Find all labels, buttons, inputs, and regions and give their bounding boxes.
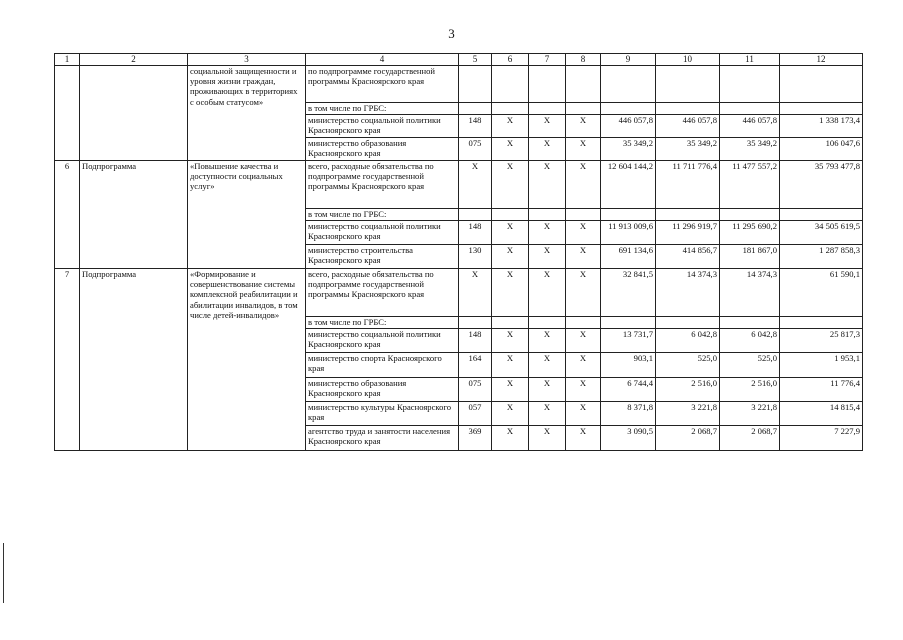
grbs-code-cell xyxy=(459,66,492,103)
amount-cell xyxy=(656,103,720,115)
header-cell: 11 xyxy=(720,54,780,66)
code-cell xyxy=(492,103,529,115)
grbs-code-cell: 164 xyxy=(459,353,492,378)
code-cell xyxy=(492,66,529,103)
amount-cell xyxy=(720,209,780,221)
description-cell: в том числе по ГРБС: xyxy=(306,103,459,115)
code-cell: X xyxy=(492,329,529,353)
code-cell xyxy=(566,103,601,115)
grbs-code-cell: 075 xyxy=(459,138,492,161)
description-cell: в том числе по ГРБС: xyxy=(306,317,459,329)
budget-table xyxy=(54,53,863,451)
program-name-cell: социальной защищенности и уровня жизни граждан, проживающих в территориях с особым статусом» xyxy=(188,66,306,161)
amount-cell xyxy=(720,66,780,103)
program-type-cell: Подпрограмма xyxy=(80,161,188,269)
grbs-code-cell: 057 xyxy=(459,402,492,426)
amount-cell: 525,0 xyxy=(720,353,780,378)
description-cell: министерство социальной политики Красноярского края xyxy=(306,115,459,138)
code-cell xyxy=(529,66,566,103)
amount-cell: 11 913 009,6 xyxy=(601,221,656,245)
description-cell: министерство образования Красноярского края xyxy=(306,138,459,161)
header-cell: 12 xyxy=(780,54,863,66)
code-cell: X xyxy=(566,161,601,209)
amount-cell: 11 295 690,2 xyxy=(720,221,780,245)
code-cell: X xyxy=(529,329,566,353)
amount-cell: 903,1 xyxy=(601,353,656,378)
amount-cell: 2 068,7 xyxy=(720,426,780,451)
total-amount-cell: 11 776,4 xyxy=(780,378,863,402)
amount-cell: 446 057,8 xyxy=(601,115,656,138)
code-cell: X xyxy=(492,402,529,426)
header-cell: 10 xyxy=(656,54,720,66)
row-number-cell: 6 xyxy=(55,161,80,269)
row-number-cell xyxy=(55,66,80,161)
description-cell: по подпрограмме государственной программы Красноярского края xyxy=(306,66,459,103)
grbs-code-cell: 148 xyxy=(459,329,492,353)
amount-cell: 6 744,4 xyxy=(601,378,656,402)
code-cell: X xyxy=(492,353,529,378)
amount-cell: 414 856,7 xyxy=(656,245,720,269)
amount-cell xyxy=(656,209,720,221)
grbs-code-cell xyxy=(459,317,492,329)
amount-cell: 35 349,2 xyxy=(656,138,720,161)
page-number: 3 xyxy=(448,26,455,41)
table-row xyxy=(55,269,863,317)
amount-cell: 35 349,2 xyxy=(720,138,780,161)
amount-cell: 181 867,0 xyxy=(720,245,780,269)
code-cell: X xyxy=(529,245,566,269)
code-cell: X xyxy=(529,402,566,426)
total-amount-cell: 7 227,9 xyxy=(780,426,863,451)
code-cell: X xyxy=(529,115,566,138)
margin-rule xyxy=(3,543,4,603)
total-amount-cell xyxy=(780,66,863,103)
amount-cell xyxy=(601,209,656,221)
header-cell: 7 xyxy=(529,54,566,66)
code-cell: X xyxy=(566,402,601,426)
amount-cell: 11 477 557,2 xyxy=(720,161,780,209)
total-amount-cell: 34 505 619,5 xyxy=(780,221,863,245)
code-cell xyxy=(566,209,601,221)
code-cell: X xyxy=(529,161,566,209)
code-cell xyxy=(492,317,529,329)
grbs-code-cell xyxy=(459,209,492,221)
code-cell xyxy=(529,317,566,329)
total-amount-cell xyxy=(780,209,863,221)
total-amount-cell: 1 338 173,4 xyxy=(780,115,863,138)
header-cell: 9 xyxy=(601,54,656,66)
row-number-cell: 7 xyxy=(55,269,80,451)
amount-cell: 6 042,8 xyxy=(720,329,780,353)
code-cell: X xyxy=(566,221,601,245)
amount-cell: 3 090,5 xyxy=(601,426,656,451)
code-cell: X xyxy=(529,221,566,245)
amount-cell: 3 221,8 xyxy=(656,402,720,426)
amount-cell: 6 042,8 xyxy=(656,329,720,353)
program-name-cell: «Повышение качества и доступности социальных услуг» xyxy=(188,161,306,269)
amount-cell xyxy=(720,317,780,329)
total-amount-cell xyxy=(780,317,863,329)
table-body xyxy=(55,54,863,451)
total-amount-cell xyxy=(780,103,863,115)
code-cell xyxy=(492,209,529,221)
code-cell: X xyxy=(492,245,529,269)
code-cell: X xyxy=(566,115,601,138)
code-cell: X xyxy=(566,138,601,161)
code-cell: X xyxy=(566,329,601,353)
amount-cell: 32 841,5 xyxy=(601,269,656,317)
description-cell: министерство социальной политики Красноярского края xyxy=(306,221,459,245)
description-cell: в том числе по ГРБС: xyxy=(306,209,459,221)
description-cell: всего, расходные обязательства по подпрограмме государственной программы Красноярского края xyxy=(306,161,459,209)
amount-cell: 35 349,2 xyxy=(601,138,656,161)
code-cell: X xyxy=(566,426,601,451)
amount-cell: 12 604 144,2 xyxy=(601,161,656,209)
amount-cell xyxy=(656,317,720,329)
total-amount-cell: 106 047,6 xyxy=(780,138,863,161)
program-type-cell xyxy=(80,66,188,161)
grbs-code-cell: X xyxy=(459,269,492,317)
code-cell xyxy=(529,209,566,221)
code-cell xyxy=(529,103,566,115)
description-cell: министерство строительства Красноярского края xyxy=(306,245,459,269)
amount-cell xyxy=(601,317,656,329)
total-amount-cell: 1 287 858,3 xyxy=(780,245,863,269)
grbs-code-cell: X xyxy=(459,161,492,209)
amount-cell: 2 516,0 xyxy=(656,378,720,402)
amount-cell: 11 296 919,7 xyxy=(656,221,720,245)
amount-cell: 446 057,8 xyxy=(656,115,720,138)
code-cell: X xyxy=(566,378,601,402)
code-cell: X xyxy=(492,269,529,317)
description-cell: министерство культуры Красноярского края xyxy=(306,402,459,426)
amount-cell xyxy=(720,103,780,115)
amount-cell: 3 221,8 xyxy=(720,402,780,426)
total-amount-cell: 35 793 477,8 xyxy=(780,161,863,209)
description-cell: министерство социальной политики Красноярского края xyxy=(306,329,459,353)
header-cell: 5 xyxy=(459,54,492,66)
grbs-code-cell xyxy=(459,103,492,115)
header-cell: 3 xyxy=(188,54,306,66)
grbs-code-cell: 130 xyxy=(459,245,492,269)
code-cell: X xyxy=(492,426,529,451)
description-cell: агентство труда и занятости населения Красноярского края xyxy=(306,426,459,451)
header-cell: 8 xyxy=(566,54,601,66)
grbs-code-cell: 369 xyxy=(459,426,492,451)
amount-cell: 14 374,3 xyxy=(656,269,720,317)
amount-cell: 11 711 776,4 xyxy=(656,161,720,209)
table-row xyxy=(55,66,863,103)
amount-cell: 691 134,6 xyxy=(601,245,656,269)
total-amount-cell: 25 817,3 xyxy=(780,329,863,353)
amount-cell xyxy=(601,103,656,115)
code-cell: X xyxy=(529,269,566,317)
amount-cell xyxy=(601,66,656,103)
code-cell: X xyxy=(529,426,566,451)
header-cell: 1 xyxy=(55,54,80,66)
amount-cell xyxy=(656,66,720,103)
code-cell: X xyxy=(529,378,566,402)
amount-cell: 13 731,7 xyxy=(601,329,656,353)
code-cell: X xyxy=(492,138,529,161)
description-cell: министерство образования Красноярского края xyxy=(306,378,459,402)
code-cell: X xyxy=(492,221,529,245)
code-cell xyxy=(566,66,601,103)
code-cell: X xyxy=(492,115,529,138)
code-cell: X xyxy=(566,245,601,269)
code-cell xyxy=(566,317,601,329)
amount-cell: 446 057,8 xyxy=(720,115,780,138)
code-cell: X xyxy=(566,269,601,317)
total-amount-cell: 61 590,1 xyxy=(780,269,863,317)
code-cell: X xyxy=(566,353,601,378)
amount-cell: 8 371,8 xyxy=(601,402,656,426)
amount-cell: 525,0 xyxy=(656,353,720,378)
code-cell: X xyxy=(529,353,566,378)
amount-cell: 2 516,0 xyxy=(720,378,780,402)
table-row xyxy=(55,161,863,209)
grbs-code-cell: 148 xyxy=(459,221,492,245)
grbs-code-cell: 075 xyxy=(459,378,492,402)
grbs-code-cell: 148 xyxy=(459,115,492,138)
program-name-cell: «Формирование и совершенствование системы комплексной реабилитации и абилитации инвалидов, в том числе детей-инвалидов» xyxy=(188,269,306,451)
total-amount-cell: 14 815,4 xyxy=(780,402,863,426)
amount-cell: 14 374,3 xyxy=(720,269,780,317)
description-cell: всего, расходные обязательства по подпрограмме государственной программы Красноярского края xyxy=(306,269,459,317)
description-cell: министерство спорта Красноярского края xyxy=(306,353,459,378)
code-cell: X xyxy=(492,161,529,209)
code-cell: X xyxy=(529,138,566,161)
header-cell: 2 xyxy=(80,54,188,66)
program-type-cell: Подпрограмма xyxy=(80,269,188,451)
amount-cell: 2 068,7 xyxy=(656,426,720,451)
code-cell: X xyxy=(492,378,529,402)
header-row xyxy=(55,54,863,66)
header-cell: 6 xyxy=(492,54,529,66)
total-amount-cell: 1 953,1 xyxy=(780,353,863,378)
header-cell: 4 xyxy=(306,54,459,66)
